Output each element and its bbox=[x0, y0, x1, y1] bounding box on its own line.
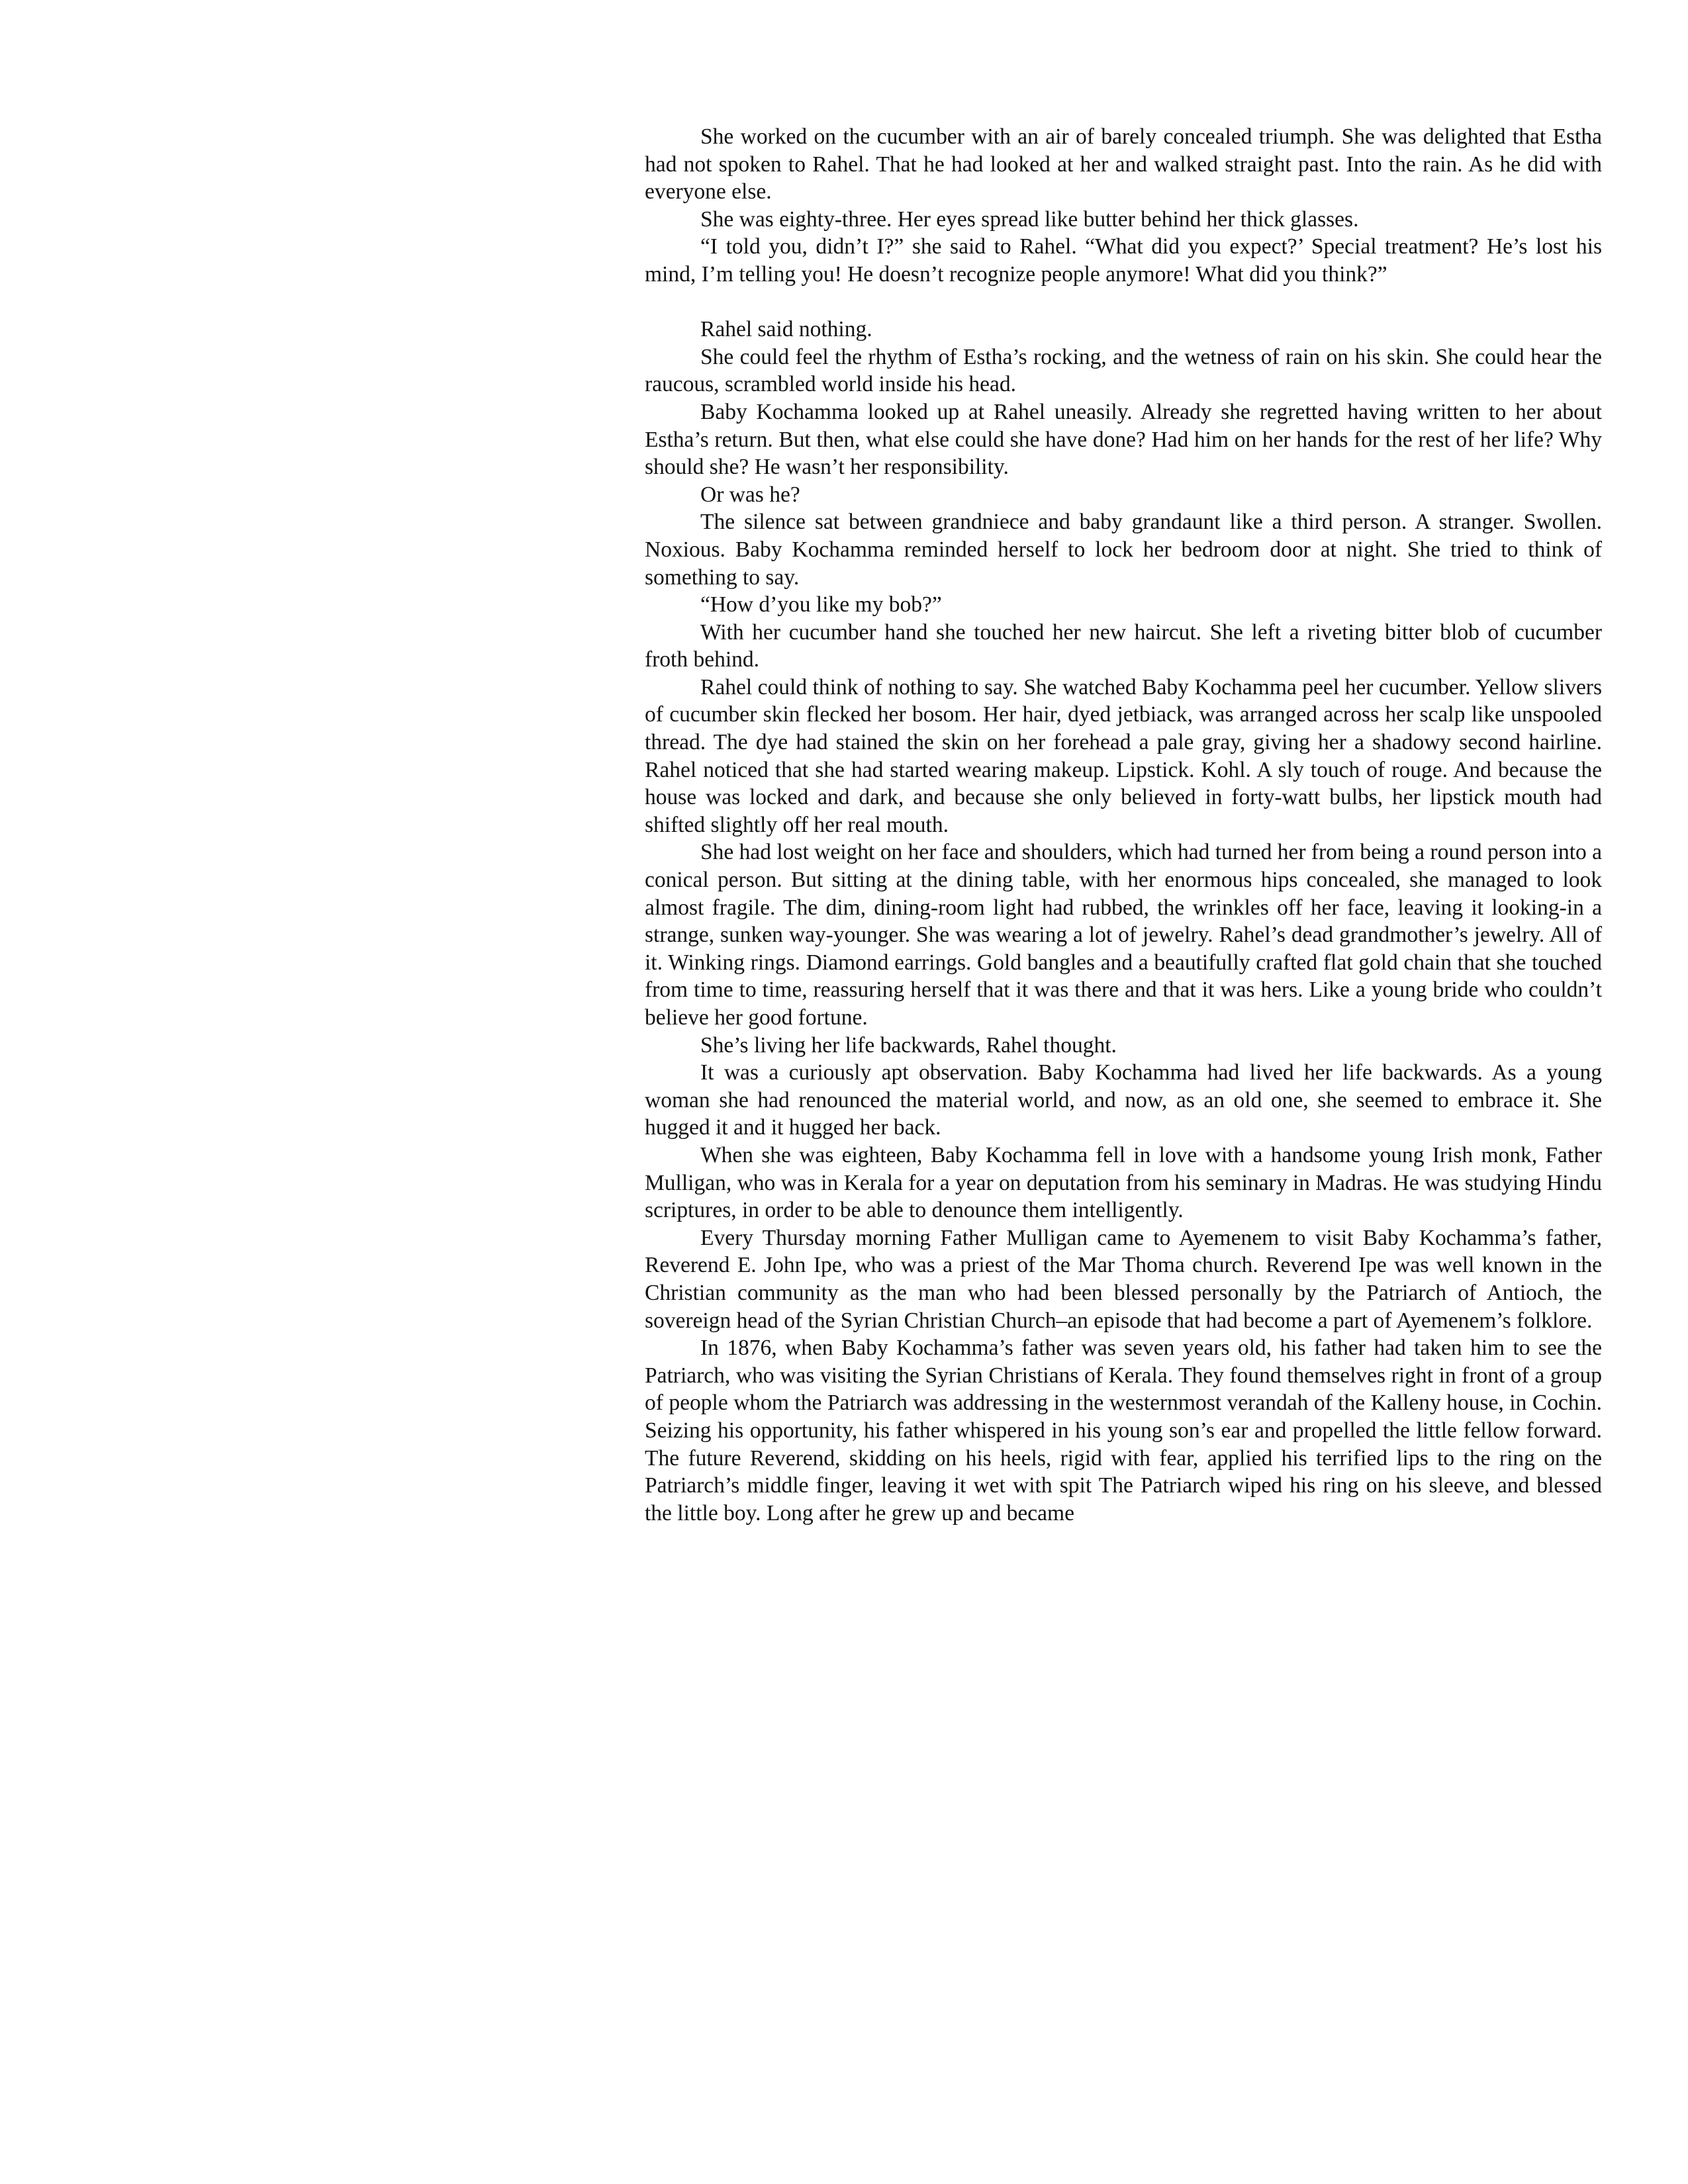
paragraph: Or was he? bbox=[700, 482, 800, 507]
paragraph: She worked on the cucumber with an air of barely concealed triumph. She was delighted that Estha had not spoken to Rahel. That he had looked at her and walked straight past. Into the rain. As he did with everyone else. bbox=[645, 124, 1602, 205]
body-text bbox=[645, 123, 1602, 1527]
paragraph: In 1876, when Baby Kochamma’s father was seven years old, his father had taken him to see the Patriarch, who was visiting the Syrian Christians of Kerala. They found themselves right in front of a group of people whom the Patriarch was addressing in the westernmost verandah of the Kalleny house, in Cochin. Seizing his opportunity, his father whispered in his young son’s ear and propelled the little fellow forward. The future Reverend, skidding on his heels, rigid with fear, applied his terrified lips to the ring on the Patriarch’s middle finger, leaving it wet with spit The Patriarch wiped his ring on his sleeve, and blessed the little boy. Long after he grew up and became bbox=[645, 1336, 1602, 1525]
paragraph: Baby Kochamma looked up at Rahel uneasily. Already she regretted having written to her about Estha’s return. But then, what else could she have done? Had him on her hands for the rest of her life? Why should she? He wasn’t her responsibility. bbox=[645, 399, 1602, 480]
paragraph: Rahel said nothing. bbox=[700, 317, 872, 342]
paragraph: “I told you, didn’t I?” she said to Rahel. “What did you expect?’ Special treatment? He’s lost his mind, I’m telling you! He doesn’t recognize people anymore! What did you think?” bbox=[645, 234, 1602, 287]
paragraph: The silence sat between grandniece and baby grandaunt like a third person. A stranger. Swollen. Noxious. Baby Kochamma reminded herself to lock her bedroom door at night. She tried to think of something to say. bbox=[645, 510, 1602, 590]
paragraph: It was a curiously apt observation. Baby Kochamma had lived her life backwards. As a young woman she had renounced the material world, and now, as an old one, she seemed to embrace it. She hugged it and it hugged her back. bbox=[645, 1060, 1602, 1140]
paragraph: With her cucumber hand she touched her new haircut. She left a riveting bitter blob of cucumber froth behind. bbox=[645, 619, 1602, 672]
paragraph: Every Thursday morning Father Mulligan came to Ayemenem to visit Baby Kochamma’s father, Reverend E. John Ipe, who was a priest of the Mar Thoma church. Reverend Ipe was well known in the Christian community as the man who had been blessed personally by the Patriarch of Antioch, the sovereign head of the Syrian Christian Church–an episode that had become a part of Ayemenem’s folklore. bbox=[645, 1225, 1602, 1333]
paragraph: Rahel could think of nothing to say. She watched Baby Kochamma peel her cucumber. Yellow slivers of cucumber skin flecked her bosom. Her hair, dyed jetbiack, was arranged across her scalp like unspooled thread. The dye had stained the skin on her forehead a pale gray, giving her a shadowy second hairline. Rahel noticed that she had started wearing makeup. Lipstick. Kohl. A sly touch of rouge. And because the house was locked and dark, and because she only believed in forty-watt bulbs, her lipstick mouth had shifted slightly off her real mouth. bbox=[645, 674, 1602, 837]
paragraph: “How d’you like my bob?” bbox=[700, 592, 942, 617]
paragraph: She could feel the rhythm of Estha’s rocking, and the wetness of rain on his skin. She could hear the raucous, scrambled world inside his head. bbox=[645, 344, 1602, 397]
paragraph: She had lost weight on her face and shoulders, which had turned her from being a round person into a conical person. But sitting at the dining table, with her enormous hips concealed, she managed to look almost fragile. The dim, dining-room light had rubbed, the wrinkles off her face, leaving it looking-in a strange, sunken way-younger. She was wearing a lot of jewelry. Rahel’s dead grandmother’s jewelry. All of it. Winking rings. Diamond earrings. Gold bangles and a beautifully crafted flat gold chain that she touched from time to time, reassuring herself that it was there and that it was hers. Like a young bride who couldn’t believe her good fortune. bbox=[645, 840, 1602, 1030]
paragraph: When she was eighteen, Baby Kochamma fell in love with a handsome young Irish monk, Father Mulligan, who was in Kerala for a year on deputation from his seminary in Madras. He was studying Hindu scriptures, in order to be able to denounce them intelligently. bbox=[645, 1142, 1602, 1223]
paragraph: She’s living her life backwards, Rahel thought. bbox=[700, 1032, 1117, 1058]
paragraph: She was eighty-three. Her eyes spread like butter behind her thick glasses. bbox=[700, 206, 1359, 232]
